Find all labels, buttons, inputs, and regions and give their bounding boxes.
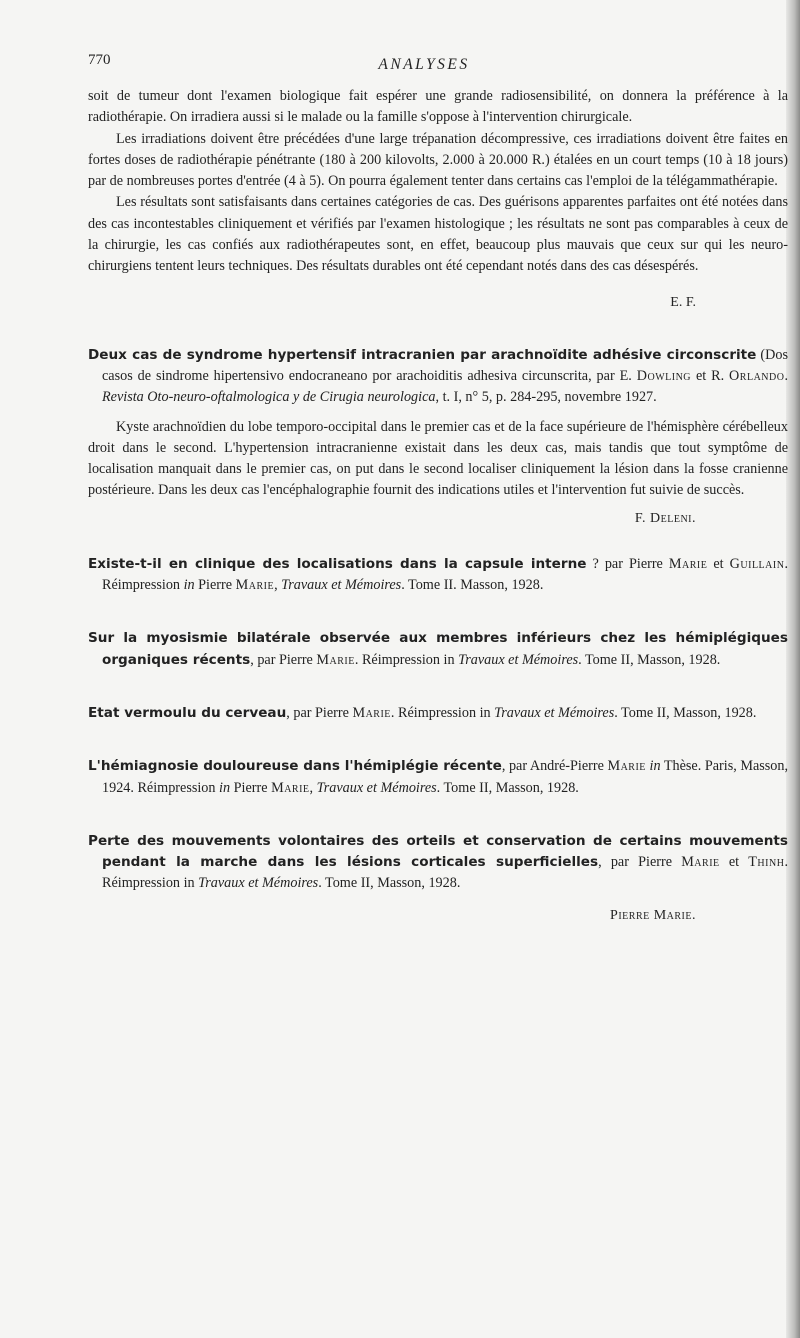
citation-entry-myosismie: Sur la myosismie bilatérale observée aux membres inférieurs chez les hémiplégiques organiques récents, par Pierre Marie. Réimpression in Travaux et Mémoires. Tome II, Masson, 1928. [88,630,788,668]
article-summary: Kyste arachnoïdien du lobe temporo-occipital dans le premier cas et de la face supérieure de l'hémisphère cérébelleux droit dans le second. L'hypertension intracranienne existait dans les deux cas, mais tandis que tout symptôme de localisation manquait dans le premier cas, on put dans le second localiser cliniquement la lésion dans la fosse cranienne postérieure. Dans les deux cas l'encéphalographie fournit des indications utiles et l'intervention fut suivie de succès. [88,418,788,499]
paragraph-continuation: soit de tumeur dont l'examen biologique fait espérer une grande radiosensibilité, on donnera la préférence à la radiothérapie. On irradiera aussi si le malade ou la famille s'oppose à l'intervention chirurgicale. [88,88,788,126]
signature-deleni: F. Deleni. [634,510,696,526]
entry-title: Etat vermoulu du cerveau [88,704,287,721]
entry-title: Existe-t-il en clinique des localisations dans la capsule interne [88,555,587,572]
author-name: Dowling [636,367,692,384]
article-citation-arachnoiditis: Deux cas de syndrome hypertensif intracranien par arachnoïdite adhésive circonscrite (Dos casos de sindrome hipertensivo endocraneano por arachoiditis adhesiva circunscrita, par E. Dowling et R. Orlando. Revista Oto-neuro-oftalmologica y de Cirugia neurologica, t. I, n° 5, p. 284-295, novembre 1927. [88,346,789,406]
citation-entry-orteils: Perte des mouvements volontaires des orteils et conservation de certains mouvements pendant la marche dans les lésions corticales superficielles, par Pierre Marie et Thinh. Réimpression in Travaux et Mémoires. Tome II, Masson, 1928. [88,832,788,892]
running-head: ANALYSES [378,56,470,73]
journal-name: Revista Oto-neuro-oftalmologica y de Cirugia neurologica [102,389,436,406]
entry-title: L'hémiagnosie douloureuse dans l'hémiplégie récente [88,758,502,775]
signature-pierre-marie: Pierre Marie. [610,907,696,923]
page-header [88,52,760,76]
paragraph-results: Les résultats sont satisfaisants dans certaines catégories de cas. Des guérisons apparentes parfaites ont été notées dans des cas incontestables cliniquement et vérifiés par l'examen histologique ; les résultats ne sont pas comparables à ceux de la chirurgie, les cas confiés aux radiothérapeutes sont, en effet, beaucoup plus mauvais que ceux sur qui les neuro-chirurgiens tentent leurs techniques. Des résultats durables ont été cependant notés dans des cas désespérés. [88,194,788,275]
citation-entry-capsule: Existe-t-il en clinique des localisations dans la capsule interne ? par Pierre Marie et Guillain. Réimpression in Pierre Marie, Travaux et Mémoires. Tome II. Masson, 1928. [88,555,788,594]
article-title: Deux cas de syndrome hypertensif intracranien par arachnoïdite adhésive circonscrite [88,346,757,363]
page-binding-shadow [786,0,800,1338]
author-name: Orlando [729,367,785,384]
citation-entry-hemiagnosie: L'hémiagnosie douloureuse dans l'hémiplégie récente, par André-Pierre Marie in Thèse. Paris, Masson, 1924. Réimpression in Pierre Marie, Travaux et Mémoires. Tome II, Masson, 1928. [88,758,789,796]
page-content [88,86,788,926]
citation-entry-vermoulu: Etat vermoulu du cerveau, par Pierre Marie. Réimpression in Travaux et Mémoires. Tome II, Masson, 1928. [88,704,757,721]
signature-ef: E. F. [670,294,696,310]
page-number: 770 [88,52,111,68]
entry-title: Perte des mouvements volontaires des orteils et conservation de certains mouvements pendant la marche dans les lésions corticales superficielles [88,832,788,871]
paragraph-irradiations: Les irradiations doivent être précédées d'une large trépanation décompressive, ces irradiations doivent être faites en fortes doses de radiothérapie pénétrante (180 à 200 kilovolts, 2.000 à 20.000 R.) étalées en un court temps (10 à 18 jours) par de nombreuses portes d'entrée (4 à 5). On pourra également tenter dans certains cas l'emploi de la télégammathérapie. [88,130,788,190]
entry-title: Sur la myosismie bilatérale observée aux membres inférieurs chez les hémiplégiques organiques récents [88,630,788,668]
